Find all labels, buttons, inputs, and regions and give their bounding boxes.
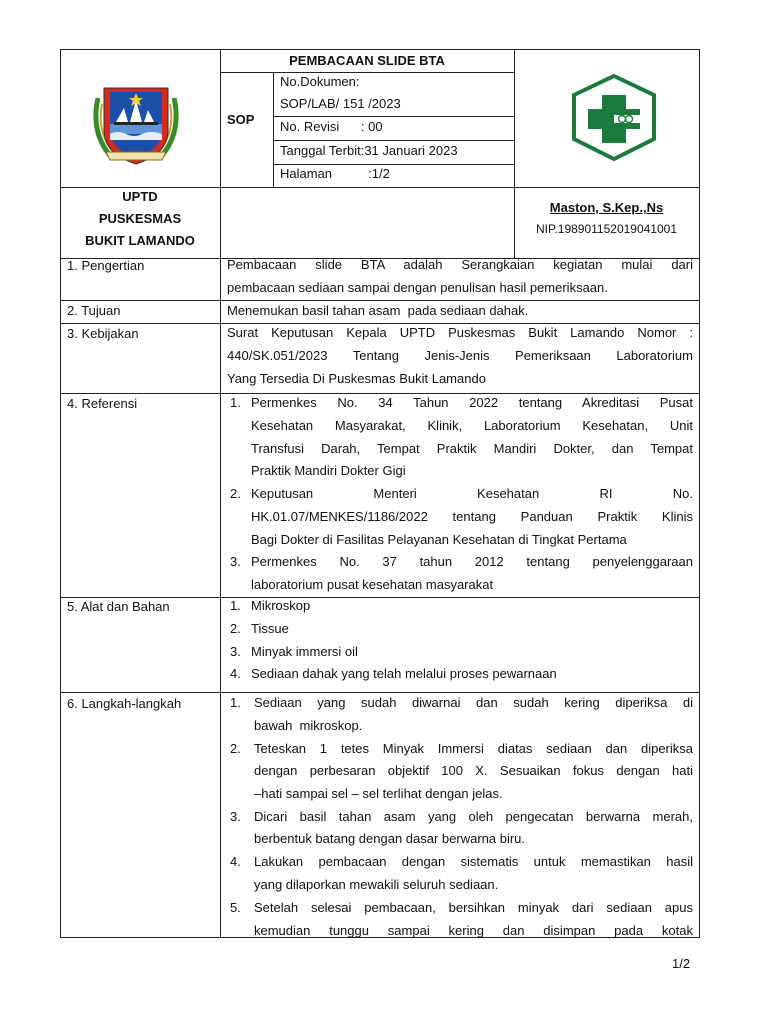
tujuan-text: Menemukan basil tahan asam pada sediaan dahak. <box>227 303 529 318</box>
doc-number-label: No.Dokumen: <box>280 74 360 89</box>
section-label-pengertian: 1. Pengertian <box>67 258 145 273</box>
revision-field: No. Revisi : 00 <box>280 119 383 134</box>
referensi-list: 1. Permenkes No. 34 Tahun 2022 tentang Akreditasi Pusat Kesehatan Masyarakat, Klinik, Laboratorium Kesehatan, Unit Transfusi Darah, Tempat Praktik Mandiri Dokter, dan Tempat Praktik Mandiri Dokter Gigi 2. Keputusan Menteri Kesehatan RI No. HK.01.07/MENKES/1186/2022 tentang Panduan Praktik Klinis Bagi Dokter di Fasilitas Pelayanan Kesehatan di Tingkat Pertama 3. Permenkes No. 37 tahun 2012 tentang penyelenggaraan laboratorium pusat kesehatan masyarakat <box>230 395 693 592</box>
page-field: Halaman :1/2 <box>280 166 390 181</box>
section-label-referensi: 4. Referensi <box>67 396 138 411</box>
document-title: PEMBACAAN SLIDE BTA <box>289 53 445 68</box>
signer-nip: NIP.198901152019041001 <box>535 222 678 236</box>
puskesmas-cross-icon <box>568 73 660 163</box>
organization-name: UPTD PUSKESMAS BUKIT LAMANDO <box>85 189 195 248</box>
alat-list: 1. Mikroskop 2. Tissue 3. Minyak immersi oil 4. Sediaan dahak yang telah melalui proses pewarnaan <box>230 598 557 682</box>
doc-number-value: SOP/LAB/ 151 /2023 <box>280 96 401 111</box>
langkah-list: 1. Sediaan yang sudah diwarnai dan sudah kering diperiksa di bawah mikroskop. 2. Teteskan 1 tetes Minyak Immersi diatas sediaan dan diperiksa dengan perbesaran objektif 100 X. Sesuaikan fokus dengan hati –hati sampai sel – sel terlihat dengan jelas. 3. Dicari basil tahan asam yang oleh pengecatan berwarna merah, berbentuk batang dengan dasar berwarna biru. 4. Lakukan pembacaan dengan sistematis untuk memastikan hasil yang dilaporkan mewakili seluruh sediaan. 5. Setelah selesai pembacaan, bersihkan minyak dari sediaan apus kemudian tunggu sampai kering dan disimpan pada kotak <box>230 695 693 937</box>
issue-date-field: Tanggal Terbit:31 Januari 2023 <box>280 143 458 158</box>
kebijakan-text: Surat Keputusan Kepala UPTD Puskesmas Bukit Lamando Nomor : 440/SK.051/2023 Tentang Jenis-Jenis Pemeriksaan Laboratorium Yang Tersedia Di Puskesmas Bukit Lamando <box>227 325 693 386</box>
section-label-alat: 5. Alat dan Bahan <box>67 599 170 614</box>
sop-label: SOP <box>227 112 255 127</box>
page-number: 1/2 <box>672 956 691 971</box>
section-label-tujuan: 2. Tujuan <box>67 303 121 318</box>
section-label-kebijakan: 3. Kebijakan <box>67 326 139 341</box>
pengertian-text: Pembacaan slide BTA adalah Serangkaian kegiatan mulai dari pembacaan sediaan sampai dengan penulisan hasil pemeriksaan. <box>227 257 693 295</box>
signer-name: Maston, S.Kep.,Ns <box>549 200 664 215</box>
section-label-langkah: 6. Langkah-langkah <box>67 696 182 711</box>
regional-emblem-icon <box>88 78 184 170</box>
